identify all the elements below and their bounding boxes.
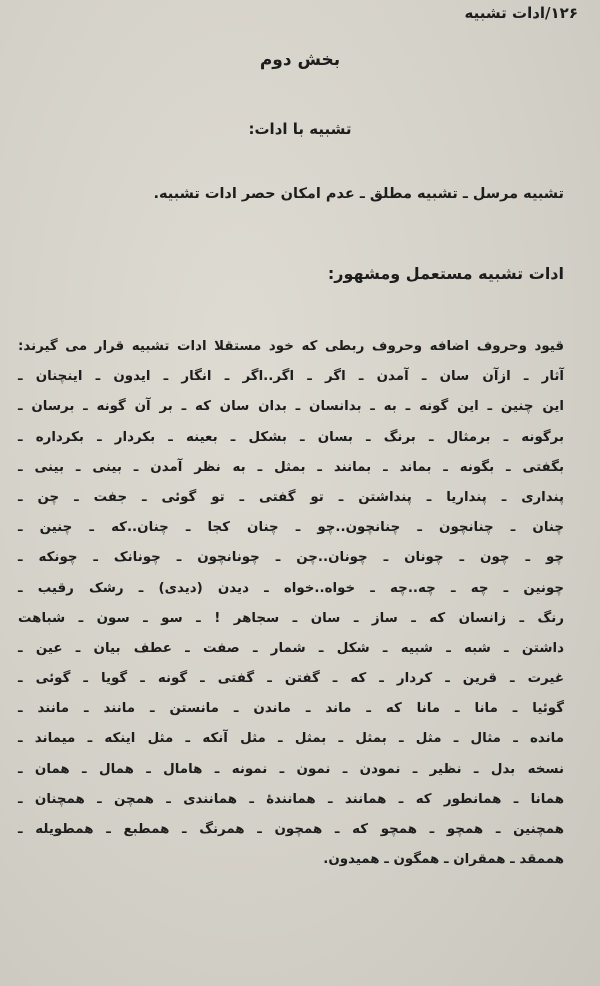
body-line: مانده ـ مثال ـ مثل ـ بمثل ـ بمثل ـ مثل آنکه ـ مثل اینکه ـ میماند ـ: [18, 731, 564, 747]
body-line: برگونه ـ برمثال ـ برنگ ـ بسان ـ بشکل ـ بعینه ـ بکردار ـ بکرداره ـ: [18, 429, 564, 445]
body-line: بگفتی ـ بگونه ـ بماند ـ بمانند ـ بمثل ـ به نظر آمدن ـ بینی ـ بینی ـ: [18, 459, 564, 475]
body-line: همچنین ـ همچو ـ همچو که ـ همچون ـ همرنگ ـ همطبع ـ همطویله ـ: [18, 822, 564, 837]
body-line: قیود وحروف اضافه وحروف ربطی که خود مستقلا ادات تشبیه قرار می گیرند:: [18, 339, 564, 354]
body-line: هممقد ـ همقران ـ همگون ـ همیدون.: [323, 852, 564, 868]
body-line: آثار ـ ازآن سان ـ آمدن ـ اگر ـ اگر..اگر ـ انگار ـ ایدون ـ اینچنان ـ: [18, 369, 564, 385]
body-line: این چنین ـ این گونه ـ به ـ بدانسان ـ بدان سان که ـ بر آن گونه ـ برسان ـ: [18, 399, 564, 415]
body-line: داشتن ـ شبه ـ شبیه ـ شکل ـ شمار ـ صفت ـ عطف بیان ـ عین ـ: [18, 640, 564, 656]
body-line: پنداری ـ پنداریا ـ پنداشتن ـ تو گفتی ـ تو گوئی ـ جفت ـ چن ـ: [18, 489, 564, 505]
body-line: رنگ ـ زانسان که ـ ساز ـ سان ـ سجاهر ! ـ سو ـ سون ـ شباهت: [18, 610, 564, 626]
body-line: چنان ـ چنانچون ـ چنانچون..چو ـ چنان کجا ـ چنان..که ـ چنین ـ: [18, 520, 564, 536]
running-header: ۱۲۶/ادات تشبیه: [464, 4, 578, 22]
section-title: بخش دوم: [259, 50, 341, 70]
body-line: چو ـ چون ـ چونان ـ چونان..چن ـ چونانچون ـ چونانک ـ چونکه ـ: [18, 550, 564, 566]
summary-line: تشبیه مرسل ـ تشبیه مطلق ـ عدم امکان حصر ادات تشبیه.: [153, 186, 564, 202]
subheading: تشبیه با ادات:: [248, 120, 352, 138]
body-line: همانا ـ همانطور که ـ همانند ـ همانندهٔ ـ همانندی ـ همچن ـ همچنان ـ: [18, 791, 564, 807]
body-line: چونین ـ چه ـ چه..چه ـ خواه..خواه ـ دیدن (دیدی) ـ رشک رقیب ـ: [18, 580, 564, 596]
body-text: [18, 332, 564, 875]
body-line: گوئیا ـ مانا ـ مانا که ـ ماند ـ ماندن ـ مانستن ـ مانند ـ مانند ـ: [18, 701, 564, 717]
body-line: غیرت ـ قرین ـ کردار ـ که ـ گفتن ـ گفتی ـ گونه ـ گویا ـ گوئی ـ: [18, 671, 564, 687]
body-line: نسخه بدل ـ نظیر ـ نمودن ـ نمون ـ نمونه ـ هامال ـ همال ـ همان ـ: [18, 761, 564, 777]
list-heading: ادات تشبیه مستعمل ومشهور:: [327, 264, 564, 283]
